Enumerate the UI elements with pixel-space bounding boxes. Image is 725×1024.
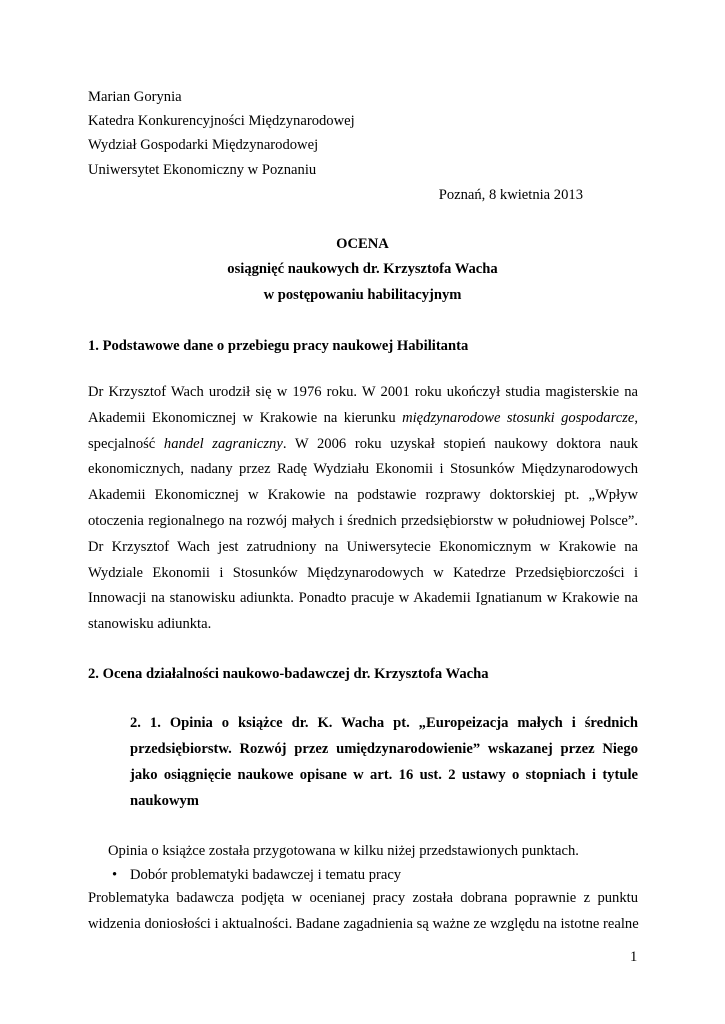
subsection-heading-line: jako osiągnięcie naukowe opisane w art. 16 ust. 2 ustawy o stopniach i tytule: [130, 767, 638, 783]
paragraph-line: Problematyka badawcza podjęta w ocenianej pracy została dobrana poprawnie z punktu: [88, 890, 638, 906]
section-2-heading: 2. Ocena działalności naukowo-badawczej dr. Krzysztofa Wacha: [88, 666, 489, 682]
department-name: Katedra Konkurencyjności Międzynarodowej: [88, 113, 355, 129]
title-line-3: w postępowaniu habilitacyjnym: [263, 287, 462, 303]
document-date: Poznań, 8 kwietnia 2013: [438, 187, 583, 203]
section-2-paragraph: [88, 886, 638, 938]
paragraph-line: ekonomicznych, nadany przez Radę Wydziału Ekonomii i Stosunków Międzynarodowych: [88, 461, 638, 478]
paragraph-line: widzenia doniosłości i aktualności. Badane zagadnienia są ważne ze względu na istotne realne: [88, 915, 639, 932]
paragraph-line: Akademii Ekonomicznej w Krakowie na kierunku międzynarodowe stosunki gospodarcze,: [88, 409, 638, 426]
paragraph-line: otoczenia regionalnego na rozwój małych i średnich przedsiębiorstw w południowej Polsce”.: [88, 512, 638, 529]
paragraph-line: Dr Krzysztof Wach urodził się w 1976 roku. W 2001 roku ukończył studia magisterskie na: [88, 384, 638, 400]
university-name: Uniwersytet Ekonomiczny w Poznaniu: [88, 162, 317, 178]
author-name: Marian Gorynia: [88, 89, 182, 105]
subsection-heading-line: przedsiębiorstw. Rozwój przez umiędzynarodowienie” wskazanej przez Niego: [130, 741, 638, 757]
bullet-item-text: Dobór problematyki badawczej i tematu pracy: [130, 867, 402, 883]
opinion-intro: Opinia o książce została przygotowana w kilku niżej przedstawionych punktach.: [108, 843, 579, 859]
paragraph-line: specjalność handel zagraniczny. W 2006 roku uzyskał stopień naukowy doktora nauk: [88, 435, 638, 452]
faculty-name: Wydział Gospodarki Międzynarodowej: [88, 137, 319, 153]
paragraph-line: Dr Krzysztof Wach jest zatrudniony na Uniwersytecie Ekonomicznym w Krakowie na: [88, 538, 638, 555]
title-line-1: OCENA: [336, 236, 389, 252]
subsection-heading-line: naukowym: [130, 793, 199, 809]
subsection-2-1-heading: [130, 710, 638, 814]
section-1-paragraph: [88, 380, 638, 638]
bullet-icon: •: [112, 867, 118, 883]
paragraph-line: Wydziale Ekonomii i Stosunków Międzynarodowych w Katedrze Przedsiębiorczości i: [88, 564, 638, 581]
paragraph-line: Innowacji na stanowisku adiunkta. Ponadto pracuje w Akademii Ignatianum w Krakowie na: [88, 590, 638, 607]
paragraph-line: stanowisku adiunkta.: [88, 616, 212, 633]
section-1-heading: 1. Podstawowe dane o przebiegu pracy naukowej Habilitanta: [88, 338, 469, 354]
title-line-2: osiągnięć naukowych dr. Krzysztofa Wacha: [227, 261, 498, 277]
paragraph-line: Akademii Ekonomicznej w Krakowie na podstawie rozprawy doktorskiej pt. „Wpływ: [88, 487, 638, 504]
subsection-heading-line: 2. 1. Opinia o książce dr. K. Wacha pt. „Europeizacja małych i średnich: [130, 715, 638, 731]
page-number: 1: [630, 949, 638, 965]
